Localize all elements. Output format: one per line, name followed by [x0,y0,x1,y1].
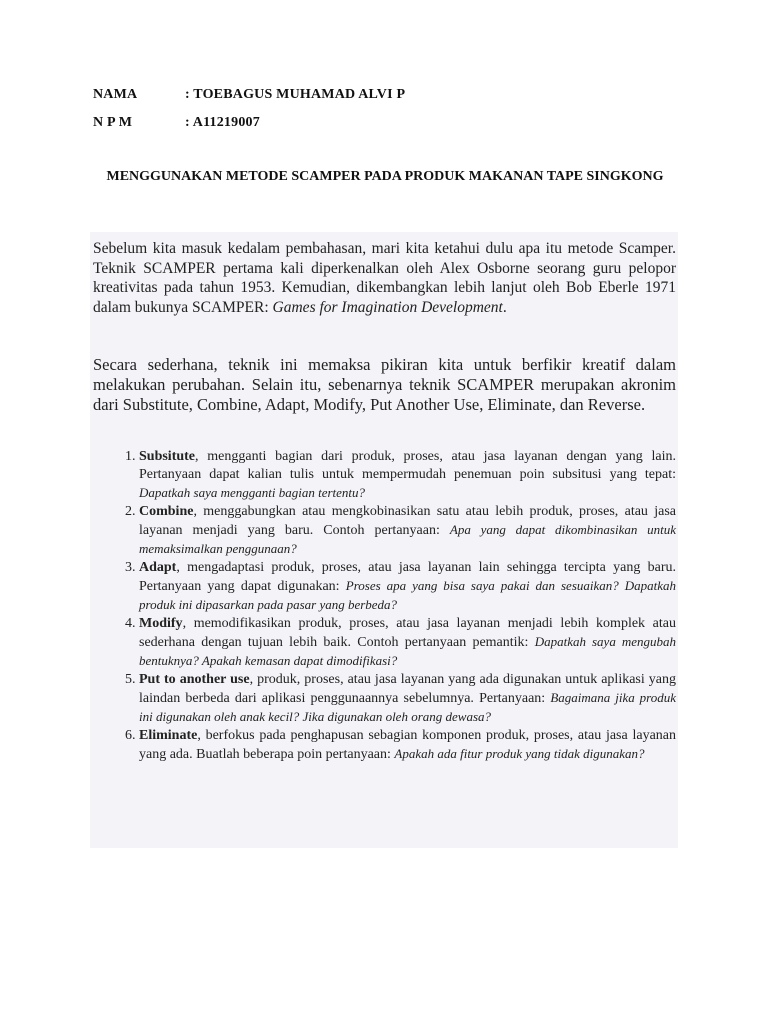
list-item-question: Dapatkah saya mengganti bagian tertentu? [139,485,366,500]
book-title: Games for Imagination Development [272,298,503,316]
list-item-question: Proses apa yang bisa saya pakai dan sesuaikan? Dapatkah produk ini dipasarkan pada pasar yang berbeda? [139,578,676,612]
intro-end: . [502,298,507,316]
list-item-text: , mengadaptasi produk, proses, atau jasa layanan lain sehingga tercipta yang baru. Pertanyaan yang dapat digunakan: [139,560,676,594]
intro-text: Sebelum kita masuk kedalam pembahasan, mari kita ketahui dulu apa itu metode Scamper. Teknik SCAMPER pertama kali diperkenalkan oleh Alex Osborne seorang guru pelopor kreativitas pada tahun 1953. Kemudian, dikembangkan lebih lanjut oleh Bob Eberle 1971 dalam bukunya SCAMPER: [93,240,676,316]
list-item [139,503,676,559]
document-title: MENGGUNAKAN METODE SCAMPER PADA PRODUK MAKANAN TAPE SINGKONG [106,169,664,184]
npm-value: : A11219007 [185,115,260,130]
list-item-text: , berfokus pada penghapusan sebagian komponen produk, proses, atau jasa layanan yang ada. Buatlah beberapa poin pertanyaan: [139,728,676,762]
list-item [139,727,676,764]
list-item-question: Bagaimana jika produk ini digunakan oleh anak kecil? Jika digunakan oleh orang dewasa? [139,690,676,724]
list-item-text: , mengganti bagian dari produk, proses, atau jasa layanan dengan yang lain. Pertanyaan dapat kalian tulis untuk mempermudah penemuan poin subsitusi yang tepat: [139,449,676,482]
npm-label: N P M [93,115,133,130]
list-item-term: Adapt [139,560,177,575]
scamper-list [93,448,676,764]
list-item [139,671,676,727]
list-item [139,448,676,503]
list-item [139,559,676,615]
list-item-text: , memodifikasikan produk, proses, atau jasa layanan menjadi lebih komplek atau sederhana dengan tujuan lebih baik. Contoh pertanyaan pemantik: [139,616,676,650]
intro-paragraph [93,239,676,317]
list-item-text: , menggabungkan atau mengkobinasikan satu atau lebih produk, proses, atau jasa layanan menjadi yang baru. Contoh pertanyaan: [139,504,676,538]
definition-paragraph: Secara sederhana, teknik ini memaksa pikiran kita untuk berfikir kreatif dalam melakukan perubahan. Selain itu, sebenarnya teknik SCAMPER merupakan akronim dari Substitute, Combine, Adapt, Modify, Put Another Use, Eliminate, dan Reverse. [93,355,676,414]
name-value: : TOEBAGUS MUHAMAD ALVI P [185,87,406,102]
list-item-term: Put to another use [139,672,250,687]
list-item-term: Subsitute [139,449,196,464]
list-item-term: Combine [139,504,194,519]
name-label: NAMA [93,87,138,102]
list-item-question: Apakah ada fitur produk yang tidak digunakan? [394,746,645,761]
list-item [139,615,676,671]
list-item-question: Dapatkah saya mengubah bentuknya? Apakah kemasan dapat dimodifikasi? [139,634,677,668]
list-item-term: Eliminate [139,728,198,743]
list-item-text: , produk, proses, atau jasa layanan yang ada digunakan untuk aplikasi yang laindan berbeda dari aplikasi penggunaannya sebelumnya. Pertanyaan: [139,672,676,706]
list-item-question: Apa yang dapat dikombinasikan untuk memaksimalkan penggunaan? [139,522,676,556]
list-item-term: Modify [139,616,183,631]
